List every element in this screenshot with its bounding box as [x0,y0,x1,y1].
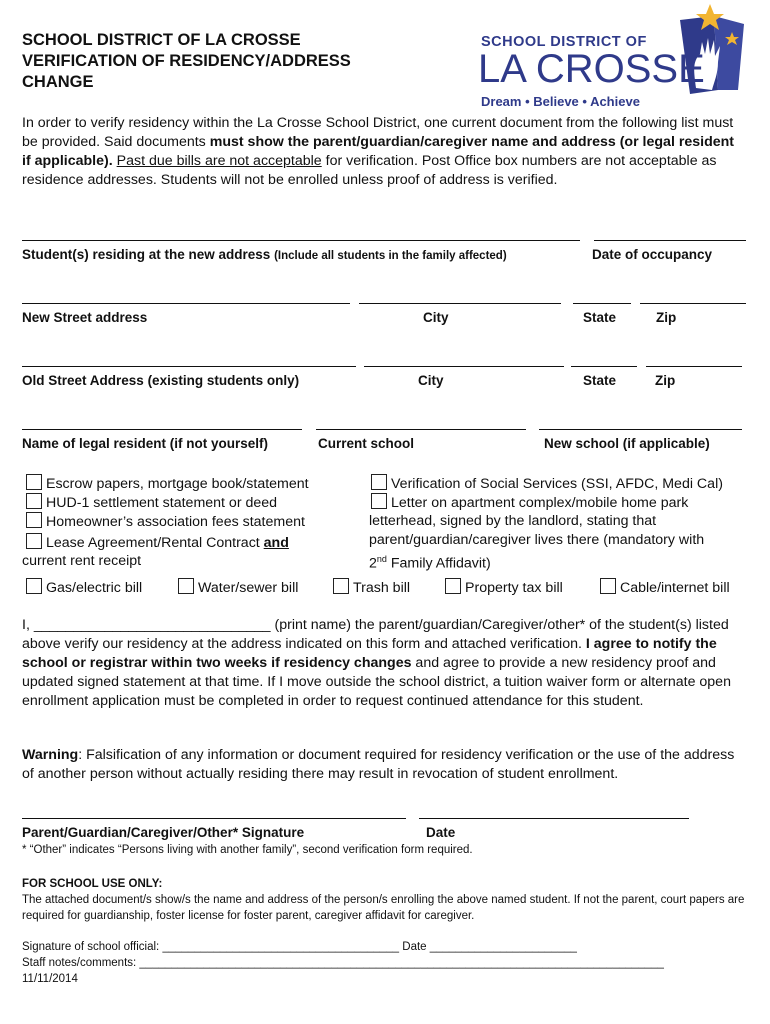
old-state-line[interactable] [571,366,637,367]
warning-paragraph: Warning: Falsification of any information or document required for residency verification or the use of the address of another person without actually residing there may result in revocation of student enrollment. [22,747,735,782]
new-state-label: State [583,310,617,325]
logo-tagline: Dream • Believe • Achieve [481,94,640,109]
signature-date-line[interactable] [419,818,689,819]
doc-social-services: Verification of Social Services (SSI, AFDC, Medi Cal) [371,474,723,494]
legal-resident-line[interactable] [22,429,302,430]
new-zip-label: Zip [656,310,677,325]
trash-checkbox[interactable] [333,578,349,594]
old-street-line[interactable] [22,366,356,367]
new-street-line[interactable] [22,303,350,304]
doc-property-tax: Property tax bill [445,578,563,598]
old-street-label: Old Street Address (existing students only) [22,373,300,388]
new-school-line[interactable] [539,429,742,430]
doc-letter-cont-2: parent/guardian/caregiver lives there (mandatory with [369,532,705,548]
current-school-line[interactable] [316,429,526,430]
school-official-row: Signature of school official: _____________________________________ Date _______________________ [22,941,577,953]
signature-line[interactable] [22,818,406,819]
logo-line-2: LA CROSSE [478,47,705,91]
doc-letter: Letter on apartment complex/mobile home park [371,493,688,513]
students-label: Student(s) residing at the new address (Include all students in the family affected) [22,247,507,262]
staff-notes-field[interactable]: __________________________________________________________________________________ [139,957,664,969]
logo-line-1: SCHOOL DISTRICT OF [481,34,647,50]
official-signature-field[interactable]: _____________________________________ [162,941,400,953]
letter-checkbox[interactable] [371,493,387,509]
social-services-checkbox[interactable] [371,474,387,490]
new-street-label: New Street address [22,310,148,325]
doc-trash: Trash bill [333,578,410,598]
doc-letter-cont-1: letterhead, signed by the landlord, stating that [369,513,657,529]
gas-checkbox[interactable] [26,578,42,594]
current-school-label: Current school [318,436,415,451]
title-line-2: VERIFICATION OF RESIDENCY/ADDRESS [22,52,351,70]
doc-letter-cont-3: 2nd Family Affidavit) [369,554,491,572]
footnote: * “Other” indicates “Persons living with another family”, second verification form required. [22,844,473,856]
school-use-heading: FOR SCHOOL USE ONLY: [22,878,163,890]
intro-paragraph: In order to verify residency within the La Crosse School District, one current document from the following list must be provided. Said documents must show the parent/guardian/caregiver name and address (or legal resident if applicable). Past due bills are not acceptable for verification. Post Office box numbers are not acceptable as residence addresses. Students will not be enrolled unless proof of address is verified. [22,115,735,188]
legal-resident-label: Name of legal resident (if not yourself) [22,436,269,451]
lease-checkbox[interactable] [26,533,42,549]
old-zip-label: Zip [655,373,676,388]
staff-notes-row: Staff notes/comments: __________________________________________________________________________________ [22,957,664,969]
form-date: 11/11/2014 [22,973,78,985]
official-date-field[interactable]: _______________________ [429,941,577,953]
old-state-label: State [583,373,617,388]
cable-checkbox[interactable] [600,578,616,594]
hud-checkbox[interactable] [26,493,42,509]
water-checkbox[interactable] [178,578,194,594]
page-title [22,30,351,93]
doc-water: Water/sewer bill [178,578,298,598]
school-use-text: The attached document/s show/s the name and address of the person/s enrolling the above named student. If not the parent, court papers are required for guardianship, foster license for foster parent, caregiver affidavit for caregiver. [22,894,745,922]
escrow-checkbox[interactable] [26,474,42,490]
statement-paragraph: I, ______________________________ (print name) the parent/guardian/Caregiver/other* of the student(s) listed above verify our residency at the address indicated on this form and attached verification. I agree to notify the school or registrar within two weeks if residency changes and agree to provide a new residency proof and updated signed statement at that time. If I move outside the school district, a tuition waiver form or alternate open enrollment application must be completed in order to request continued attendance for this student. [22,617,731,709]
date-occupancy-line[interactable] [594,240,746,241]
doc-gas: Gas/electric bill [26,578,142,598]
district-logo [478,2,748,110]
old-city-label: City [418,373,444,388]
doc-hoa: Homeowner’s association fees statement [26,512,305,532]
print-name-field[interactable]: ______________________________ [33,617,271,633]
hoa-checkbox[interactable] [26,512,42,528]
students-line[interactable] [22,240,580,241]
doc-hud: HUD-1 settlement statement or deed [26,493,277,513]
new-state-line[interactable] [573,303,631,304]
signature-label: Parent/Guardian/Caregiver/Other* Signature [22,825,305,840]
old-zip-line[interactable] [646,366,742,367]
doc-cable: Cable/internet bill [600,578,730,598]
signature-date-label: Date [426,825,456,840]
date-occupancy-label: Date of occupancy [592,247,713,262]
new-zip-line[interactable] [640,303,746,304]
doc-lease-cont: current rent receipt [22,553,142,569]
new-city-label: City [423,310,449,325]
new-school-label: New school (if applicable) [544,436,710,451]
new-city-line[interactable] [359,303,561,304]
old-city-line[interactable] [364,366,564,367]
title-line-3: CHANGE [22,73,94,91]
doc-lease: Lease Agreement/Rental Contract and [26,533,289,553]
title-line-1: SCHOOL DISTRICT OF LA CROSSE [22,31,301,49]
doc-escrow: Escrow papers, mortgage book/statement [26,474,309,494]
property-tax-checkbox[interactable] [445,578,461,594]
